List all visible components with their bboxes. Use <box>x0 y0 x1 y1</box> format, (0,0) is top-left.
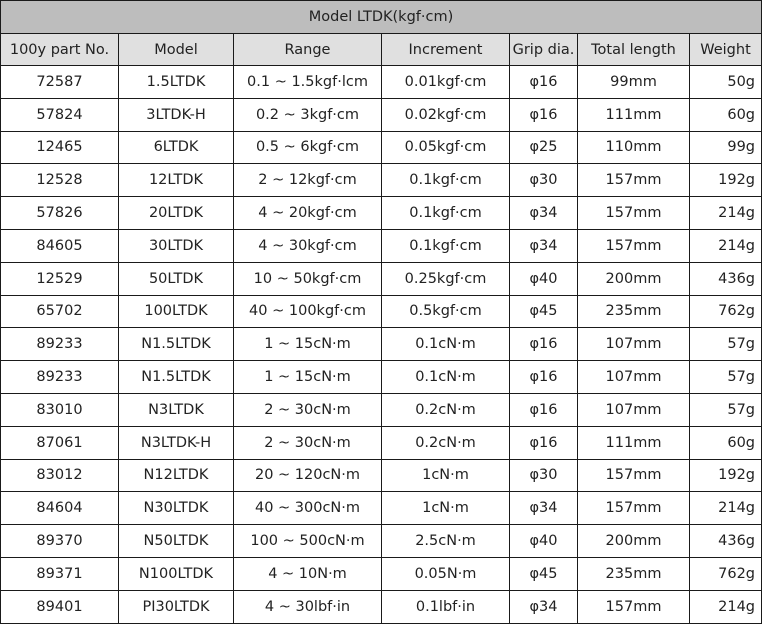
table-row <box>1 328 762 361</box>
weight-cell: 50g <box>690 66 762 99</box>
total-length-cell: 157mm <box>578 459 690 492</box>
column-header-total-length: Total length <box>578 34 690 66</box>
model-cell: 6LTDK <box>119 131 234 164</box>
total-length-cell: 107mm <box>578 328 690 361</box>
increment-cell: 0.5kgf·cm <box>382 295 510 328</box>
weight-cell: 214g <box>690 492 762 525</box>
increment-cell: 1cN·m <box>382 492 510 525</box>
part-no-cell: 87061 <box>1 426 119 459</box>
table-row <box>1 361 762 394</box>
part-no-cell: 89370 <box>1 525 119 558</box>
grip-dia-cell: φ25 <box>510 131 578 164</box>
grip-dia-cell: φ16 <box>510 393 578 426</box>
increment-cell: 1cN·m <box>382 459 510 492</box>
part-no-cell: 57826 <box>1 197 119 230</box>
weight-cell: 436g <box>690 262 762 295</box>
model-cell: N3LTDK-H <box>119 426 234 459</box>
range-cell: 0.2 ~ 3kgf·cm <box>234 98 382 131</box>
range-cell: 4 ~ 10N·m <box>234 557 382 590</box>
total-length-cell: 107mm <box>578 361 690 394</box>
increment-cell: 0.1lbf·in <box>382 590 510 623</box>
table-row <box>1 557 762 590</box>
weight-cell: 99g <box>690 131 762 164</box>
total-length-cell: 111mm <box>578 426 690 459</box>
part-no-cell: 65702 <box>1 295 119 328</box>
model-cell: 3LTDK-H <box>119 98 234 131</box>
total-length-cell: 157mm <box>578 197 690 230</box>
table-title-row <box>1 1 762 34</box>
part-no-cell: 12528 <box>1 164 119 197</box>
model-cell: N30LTDK <box>119 492 234 525</box>
grip-dia-cell: φ34 <box>510 590 578 623</box>
column-header-weight: Weight <box>690 34 762 66</box>
table-row <box>1 295 762 328</box>
column-header-grip-dia: Grip dia. <box>510 34 578 66</box>
part-no-cell: 89371 <box>1 557 119 590</box>
model-cell: N1.5LTDK <box>119 328 234 361</box>
grip-dia-cell: φ30 <box>510 459 578 492</box>
table-row <box>1 459 762 492</box>
weight-cell: 192g <box>690 459 762 492</box>
total-length-cell: 110mm <box>578 131 690 164</box>
model-cell: N3LTDK <box>119 393 234 426</box>
table-row <box>1 393 762 426</box>
increment-cell: 0.05N·m <box>382 557 510 590</box>
increment-cell: 2.5cN·m <box>382 525 510 558</box>
part-no-cell: 12465 <box>1 131 119 164</box>
table-header-row <box>1 34 762 66</box>
range-cell: 2 ~ 12kgf·cm <box>234 164 382 197</box>
increment-cell: 0.1kgf·cm <box>382 197 510 230</box>
part-no-cell: 72587 <box>1 66 119 99</box>
total-length-cell: 235mm <box>578 557 690 590</box>
increment-cell: 0.2cN·m <box>382 393 510 426</box>
range-cell: 40 ~ 100kgf·cm <box>234 295 382 328</box>
grip-dia-cell: φ30 <box>510 164 578 197</box>
weight-cell: 762g <box>690 557 762 590</box>
total-length-cell: 157mm <box>578 590 690 623</box>
increment-cell: 0.1kgf·cm <box>382 229 510 262</box>
range-cell: 4 ~ 30lbf·in <box>234 590 382 623</box>
part-no-cell: 89401 <box>1 590 119 623</box>
part-no-cell: 89233 <box>1 361 119 394</box>
increment-cell: 0.25kgf·cm <box>382 262 510 295</box>
total-length-cell: 200mm <box>578 262 690 295</box>
table-body <box>1 66 762 624</box>
table-row <box>1 426 762 459</box>
range-cell: 10 ~ 50kgf·cm <box>234 262 382 295</box>
increment-cell: 0.2cN·m <box>382 426 510 459</box>
part-no-cell: 83010 <box>1 393 119 426</box>
grip-dia-cell: φ16 <box>510 426 578 459</box>
weight-cell: 214g <box>690 590 762 623</box>
range-cell: 4 ~ 20kgf·cm <box>234 197 382 230</box>
part-no-cell: 12529 <box>1 262 119 295</box>
range-cell: 100 ~ 500cN·m <box>234 525 382 558</box>
increment-cell: 0.05kgf·cm <box>382 131 510 164</box>
weight-cell: 60g <box>690 98 762 131</box>
grip-dia-cell: φ16 <box>510 328 578 361</box>
range-cell: 2 ~ 30cN·m <box>234 393 382 426</box>
model-cell: PI30LTDK <box>119 590 234 623</box>
weight-cell: 762g <box>690 295 762 328</box>
range-cell: 1 ~ 15cN·m <box>234 361 382 394</box>
grip-dia-cell: φ40 <box>510 262 578 295</box>
column-header-model: Model <box>119 34 234 66</box>
range-cell: 2 ~ 30cN·m <box>234 426 382 459</box>
part-no-cell: 89233 <box>1 328 119 361</box>
weight-cell: 192g <box>690 164 762 197</box>
weight-cell: 214g <box>690 197 762 230</box>
grip-dia-cell: φ40 <box>510 525 578 558</box>
part-no-cell: 84605 <box>1 229 119 262</box>
model-cell: 30LTDK <box>119 229 234 262</box>
part-no-cell: 84604 <box>1 492 119 525</box>
total-length-cell: 235mm <box>578 295 690 328</box>
grip-dia-cell: φ45 <box>510 295 578 328</box>
range-cell: 20 ~ 120cN·m <box>234 459 382 492</box>
model-cell: N12LTDK <box>119 459 234 492</box>
model-cell: 12LTDK <box>119 164 234 197</box>
total-length-cell: 111mm <box>578 98 690 131</box>
total-length-cell: 157mm <box>578 492 690 525</box>
grip-dia-cell: φ16 <box>510 98 578 131</box>
model-cell: N1.5LTDK <box>119 361 234 394</box>
increment-cell: 0.1cN·m <box>382 328 510 361</box>
table-row <box>1 262 762 295</box>
grip-dia-cell: φ34 <box>510 229 578 262</box>
weight-cell: 57g <box>690 361 762 394</box>
model-cell: 20LTDK <box>119 197 234 230</box>
range-cell: 0.1 ~ 1.5kgf·lcm <box>234 66 382 99</box>
model-cell: N100LTDK <box>119 557 234 590</box>
increment-cell: 0.1kgf·cm <box>382 164 510 197</box>
weight-cell: 57g <box>690 393 762 426</box>
table-row <box>1 98 762 131</box>
total-length-cell: 107mm <box>578 393 690 426</box>
table-row <box>1 229 762 262</box>
grip-dia-cell: φ16 <box>510 66 578 99</box>
column-header-increment: Increment <box>382 34 510 66</box>
grip-dia-cell: φ34 <box>510 492 578 525</box>
grip-dia-cell: φ45 <box>510 557 578 590</box>
weight-cell: 57g <box>690 328 762 361</box>
total-length-cell: 200mm <box>578 525 690 558</box>
table-row <box>1 525 762 558</box>
column-header-range: Range <box>234 34 382 66</box>
table-row <box>1 66 762 99</box>
table-row <box>1 590 762 623</box>
range-cell: 0.5 ~ 6kgf·cm <box>234 131 382 164</box>
total-length-cell: 99mm <box>578 66 690 99</box>
weight-cell: 436g <box>690 525 762 558</box>
total-length-cell: 157mm <box>578 229 690 262</box>
weight-cell: 214g <box>690 229 762 262</box>
model-cell: 1.5LTDK <box>119 66 234 99</box>
part-no-cell: 57824 <box>1 98 119 131</box>
increment-cell: 0.02kgf·cm <box>382 98 510 131</box>
part-no-cell: 83012 <box>1 459 119 492</box>
table-row <box>1 131 762 164</box>
weight-cell: 60g <box>690 426 762 459</box>
table-row <box>1 492 762 525</box>
range-cell: 4 ~ 30kgf·cm <box>234 229 382 262</box>
total-length-cell: 157mm <box>578 164 690 197</box>
grip-dia-cell: φ34 <box>510 197 578 230</box>
table-row <box>1 164 762 197</box>
model-cell: 50LTDK <box>119 262 234 295</box>
grip-dia-cell: φ16 <box>510 361 578 394</box>
column-header-part-no: 100y part No. <box>1 34 119 66</box>
model-cell: 100LTDK <box>119 295 234 328</box>
model-cell: N50LTDK <box>119 525 234 558</box>
increment-cell: 0.1cN·m <box>382 361 510 394</box>
range-cell: 40 ~ 300cN·m <box>234 492 382 525</box>
range-cell: 1 ~ 15cN·m <box>234 328 382 361</box>
table-row <box>1 197 762 230</box>
table-title: Model LTDK(kgf·cm) <box>1 1 762 34</box>
increment-cell: 0.01kgf·cm <box>382 66 510 99</box>
